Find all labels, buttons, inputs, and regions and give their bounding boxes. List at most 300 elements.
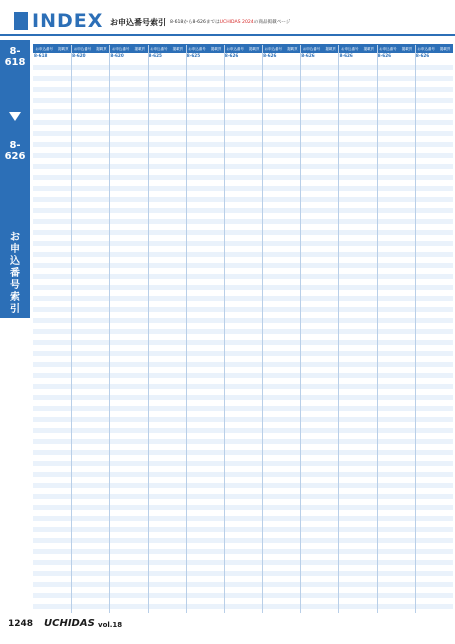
row-stripe: [415, 406, 453, 411]
row-stripe: [33, 263, 71, 268]
row-stripe: [300, 428, 338, 433]
row-stripe: [262, 483, 300, 488]
row-stripe: [186, 450, 224, 455]
row-stripe: [186, 461, 224, 466]
section-label: 8-625: [148, 53, 162, 58]
row-stripe: [415, 263, 453, 268]
row-stripe: [377, 604, 415, 609]
column-header: [186, 45, 224, 53]
row-stripe: [262, 285, 300, 290]
row-stripe: [377, 230, 415, 235]
row-stripe: [186, 186, 224, 191]
row-stripe: [262, 230, 300, 235]
row-stripe: [338, 549, 376, 554]
row-stripe: [224, 197, 262, 202]
row-stripe: [186, 395, 224, 400]
row-stripe: [262, 593, 300, 598]
column-header-label: 掲載頁: [249, 46, 260, 51]
row-stripe: [148, 186, 186, 191]
row-stripe: [71, 538, 109, 543]
row-stripe: [186, 373, 224, 378]
row-stripe: [186, 153, 224, 158]
column-header-label: お申込番号: [188, 46, 206, 51]
row-stripe: [262, 241, 300, 246]
row-stripe: [33, 285, 71, 290]
row-stripe: [109, 571, 147, 576]
row-stripe: [338, 142, 376, 147]
row-stripe: [224, 186, 262, 191]
row-stripe: [300, 571, 338, 576]
row-stripe: [71, 593, 109, 598]
row-stripe: [415, 494, 453, 499]
row-stripe: [71, 395, 109, 400]
row-stripe: [224, 340, 262, 345]
row-stripe: [300, 76, 338, 81]
row-stripe: [148, 604, 186, 609]
column-header: [300, 45, 338, 53]
row-stripe: [186, 219, 224, 224]
row-stripe: [377, 351, 415, 356]
row-stripe: [415, 296, 453, 301]
row-stripe: [148, 483, 186, 488]
row-stripe: [186, 197, 224, 202]
row-stripe: [377, 65, 415, 70]
row-stripe: [338, 87, 376, 92]
row-stripe: [109, 461, 147, 466]
row-stripe: [109, 395, 147, 400]
row-stripe: [33, 274, 71, 279]
row-stripe: [262, 428, 300, 433]
row-stripe: [224, 274, 262, 279]
row-stripe: [300, 439, 338, 444]
row-stripe: [300, 417, 338, 422]
side-range-start: 8-618: [4, 46, 26, 68]
row-stripe: [415, 461, 453, 466]
row-stripe: [186, 131, 224, 136]
row-stripe: [148, 318, 186, 323]
index-column: [377, 45, 415, 613]
index-column: [262, 45, 300, 613]
row-stripe: [377, 373, 415, 378]
row-stripe: [224, 483, 262, 488]
row-stripe: [109, 428, 147, 433]
row-stripe: [109, 538, 147, 543]
column-header-label: 掲載頁: [58, 46, 69, 51]
row-stripe: [262, 384, 300, 389]
row-stripe: [148, 472, 186, 477]
column-header: [415, 45, 453, 53]
row-stripe: [224, 120, 262, 125]
column-header: [338, 45, 376, 53]
row-stripe: [109, 208, 147, 213]
row-stripe: [71, 450, 109, 455]
column-body: [224, 53, 261, 613]
row-stripe: [262, 252, 300, 257]
row-stripe: [300, 131, 338, 136]
row-stripe: [109, 439, 147, 444]
column-header: [109, 45, 147, 53]
row-stripe: [224, 428, 262, 433]
row-stripe: [186, 505, 224, 510]
row-stripe: [224, 549, 262, 554]
row-stripe: [186, 263, 224, 268]
row-stripe: [415, 571, 453, 576]
row-stripe: [300, 384, 338, 389]
page-subtitle: お申込番号索引: [110, 18, 166, 27]
row-stripe: [415, 538, 453, 543]
row-stripe: [377, 175, 415, 180]
row-stripe: [224, 406, 262, 411]
row-stripe: [224, 208, 262, 213]
row-stripe: [338, 494, 376, 499]
row-stripe: [224, 318, 262, 323]
row-stripe: [338, 373, 376, 378]
row-stripe: [377, 296, 415, 301]
column-body: [262, 53, 299, 613]
row-stripe: [262, 186, 300, 191]
row-stripe: [148, 87, 186, 92]
row-stripe: [300, 296, 338, 301]
row-stripe: [300, 120, 338, 125]
row-stripe: [415, 604, 453, 609]
side-vertical-label: お申込番号索引: [10, 232, 20, 315]
column-divider: [109, 45, 110, 613]
row-stripe: [224, 494, 262, 499]
row-stripe: [33, 208, 71, 213]
row-stripe: [148, 263, 186, 268]
row-stripe: [71, 186, 109, 191]
row-stripe: [148, 439, 186, 444]
row-stripe: [186, 208, 224, 213]
row-stripe: [377, 384, 415, 389]
row-stripe: [415, 560, 453, 565]
row-stripe: [338, 65, 376, 70]
row-stripe: [300, 450, 338, 455]
row-stripe: [224, 417, 262, 422]
row-stripe: [186, 87, 224, 92]
row-stripe: [300, 307, 338, 312]
section-label: 8-626: [263, 53, 277, 58]
row-stripe: [300, 549, 338, 554]
row-stripe: [300, 505, 338, 510]
row-stripe: [377, 560, 415, 565]
row-stripe: [148, 461, 186, 466]
row-stripe: [224, 571, 262, 576]
row-stripe: [148, 538, 186, 543]
row-stripe: [186, 494, 224, 499]
row-stripe: [262, 373, 300, 378]
row-stripe: [33, 505, 71, 510]
row-stripe: [186, 296, 224, 301]
row-stripe: [300, 241, 338, 246]
row-stripe: [71, 197, 109, 202]
row-stripe: [300, 285, 338, 290]
row-stripe: [377, 142, 415, 147]
row-stripe: [148, 373, 186, 378]
row-stripe: [148, 406, 186, 411]
header-note-highlight: UCHIDAS 2024: [219, 20, 254, 25]
row-stripe: [148, 384, 186, 389]
row-stripe: [71, 307, 109, 312]
row-stripe: [262, 560, 300, 565]
column-body: [186, 53, 223, 613]
row-stripe: [415, 549, 453, 554]
row-stripe: [71, 87, 109, 92]
row-stripe: [415, 527, 453, 532]
row-stripe: [338, 186, 376, 191]
row-stripe: [377, 483, 415, 488]
column-body: [415, 53, 452, 613]
row-stripe: [415, 274, 453, 279]
row-stripe: [33, 549, 71, 554]
row-stripe: [109, 153, 147, 158]
row-stripe: [71, 318, 109, 323]
row-stripe: [415, 252, 453, 257]
row-stripe: [71, 131, 109, 136]
row-stripe: [71, 406, 109, 411]
row-stripe: [71, 153, 109, 158]
row-stripe: [33, 219, 71, 224]
row-stripe: [377, 318, 415, 323]
row-stripe: [262, 87, 300, 92]
row-stripe: [186, 120, 224, 125]
row-stripe: [71, 164, 109, 169]
row-stripe: [186, 571, 224, 576]
row-stripe: [262, 274, 300, 279]
row-stripe: [71, 439, 109, 444]
row-stripe: [415, 472, 453, 477]
row-stripe: [186, 483, 224, 488]
row-stripe: [300, 472, 338, 477]
row-stripe: [338, 153, 376, 158]
row-stripe: [148, 560, 186, 565]
row-stripe: [71, 208, 109, 213]
row-stripe: [109, 549, 147, 554]
row-stripe: [33, 604, 71, 609]
row-stripe: [148, 340, 186, 345]
row-stripe: [186, 340, 224, 345]
row-stripe: [300, 197, 338, 202]
row-stripe: [109, 98, 147, 103]
row-stripe: [415, 362, 453, 367]
row-stripe: [262, 197, 300, 202]
row-stripe: [338, 175, 376, 180]
row-stripe: [415, 373, 453, 378]
row-stripe: [148, 362, 186, 367]
row-stripe: [415, 593, 453, 598]
row-stripe: [338, 461, 376, 466]
row-stripe: [338, 450, 376, 455]
row-stripe: [33, 384, 71, 389]
row-stripe: [186, 439, 224, 444]
row-stripe: [300, 230, 338, 235]
column-header: [71, 45, 109, 53]
row-stripe: [71, 373, 109, 378]
row-stripe: [415, 65, 453, 70]
row-stripe: [109, 142, 147, 147]
index-column: [338, 45, 376, 613]
row-stripe: [71, 483, 109, 488]
row-stripe: [224, 384, 262, 389]
row-stripe: [262, 362, 300, 367]
row-stripe: [109, 175, 147, 180]
index-column: [186, 45, 224, 613]
row-stripe: [262, 549, 300, 554]
row-stripe: [338, 164, 376, 169]
row-stripe: [377, 340, 415, 345]
row-stripe: [262, 208, 300, 213]
column-header-label: お申込番号: [379, 46, 397, 51]
row-stripe: [262, 219, 300, 224]
row-stripe: [338, 340, 376, 345]
row-stripe: [377, 87, 415, 92]
row-stripe: [109, 384, 147, 389]
row-stripe: [148, 197, 186, 202]
row-stripe: [338, 428, 376, 433]
row-stripe: [415, 175, 453, 180]
row-stripe: [71, 340, 109, 345]
row-stripe: [300, 395, 338, 400]
row-stripe: [377, 98, 415, 103]
row-stripe: [224, 582, 262, 587]
row-stripe: [109, 296, 147, 301]
row-stripe: [377, 538, 415, 543]
row-stripe: [300, 109, 338, 114]
row-stripe: [262, 120, 300, 125]
row-stripe: [109, 263, 147, 268]
row-stripe: [148, 428, 186, 433]
row-stripe: [224, 219, 262, 224]
row-stripe: [186, 318, 224, 323]
row-stripe: [415, 109, 453, 114]
row-stripe: [300, 274, 338, 279]
column-divider: [377, 45, 378, 613]
row-stripe: [148, 296, 186, 301]
row-stripe: [300, 494, 338, 499]
row-stripe: [224, 285, 262, 290]
row-stripe: [262, 439, 300, 444]
row-stripe: [300, 604, 338, 609]
row-stripe: [109, 560, 147, 565]
section-label: 8-626: [301, 53, 315, 58]
section-label: 8-626: [224, 53, 239, 58]
row-stripe: [33, 252, 71, 257]
row-stripe: [109, 87, 147, 92]
row-stripe: [33, 241, 71, 246]
row-stripe: [377, 109, 415, 114]
row-stripe: [262, 417, 300, 422]
volume-label: vol.18: [98, 621, 123, 629]
row-stripe: [109, 582, 147, 587]
row-stripe: [300, 175, 338, 180]
row-stripe: [338, 582, 376, 587]
row-stripe: [377, 208, 415, 213]
row-stripe: [109, 164, 147, 169]
row-stripe: [338, 472, 376, 477]
row-stripe: [262, 351, 300, 356]
row-stripe: [415, 351, 453, 356]
index-column: [415, 45, 453, 613]
page-title: INDEX: [32, 10, 104, 32]
row-stripe: [338, 560, 376, 565]
row-stripe: [33, 373, 71, 378]
row-stripe: [338, 120, 376, 125]
column-divider: [186, 45, 187, 613]
row-stripe: [186, 252, 224, 257]
row-stripe: [300, 153, 338, 158]
row-stripe: [262, 538, 300, 543]
row-stripe: [300, 373, 338, 378]
row-stripe: [33, 494, 71, 499]
row-stripe: [262, 65, 300, 70]
row-stripe: [33, 538, 71, 543]
row-stripe: [262, 571, 300, 576]
row-stripe: [300, 560, 338, 565]
row-stripe: [71, 527, 109, 532]
row-stripe: [377, 263, 415, 268]
row-stripe: [415, 120, 453, 125]
row-stripe: [109, 241, 147, 246]
row-stripe: [71, 362, 109, 367]
row-stripe: [415, 197, 453, 202]
row-stripe: [33, 318, 71, 323]
row-stripe: [338, 318, 376, 323]
row-stripe: [338, 219, 376, 224]
row-stripe: [33, 120, 71, 125]
column-body: [377, 53, 414, 613]
row-stripe: [300, 516, 338, 521]
column-header-label: お申込番号: [226, 46, 244, 51]
row-stripe: [186, 549, 224, 554]
page-header: [0, 0, 455, 44]
row-stripe: [33, 142, 71, 147]
row-stripe: [186, 593, 224, 598]
row-stripe: [71, 571, 109, 576]
row-stripe: [186, 560, 224, 565]
row-stripe: [148, 208, 186, 213]
row-stripe: [186, 175, 224, 180]
row-stripe: [415, 186, 453, 191]
column-header-label: 掲載頁: [134, 46, 145, 51]
row-stripe: [224, 252, 262, 257]
row-stripe: [148, 307, 186, 312]
page-number: 1248: [8, 619, 34, 629]
row-stripe: [33, 395, 71, 400]
row-stripe: [338, 483, 376, 488]
row-stripe: [377, 252, 415, 257]
row-stripe: [33, 483, 71, 488]
row-stripe: [300, 329, 338, 334]
row-stripe: [148, 219, 186, 224]
row-stripe: [224, 472, 262, 477]
row-stripe: [71, 384, 109, 389]
column-divider: [262, 45, 263, 613]
row-stripe: [224, 65, 262, 70]
row-stripe: [148, 98, 186, 103]
column-divider: [415, 45, 416, 613]
row-stripe: [186, 98, 224, 103]
row-stripe: [415, 329, 453, 334]
row-stripe: [338, 285, 376, 290]
column-header-label: 掲載頁: [439, 46, 451, 51]
column-header-label: 掲載頁: [96, 46, 107, 51]
row-stripe: [415, 208, 453, 213]
row-stripe: [186, 362, 224, 367]
row-stripe: [71, 285, 109, 290]
row-stripe: [109, 318, 147, 323]
row-stripe: [224, 538, 262, 543]
row-stripe: [33, 175, 71, 180]
